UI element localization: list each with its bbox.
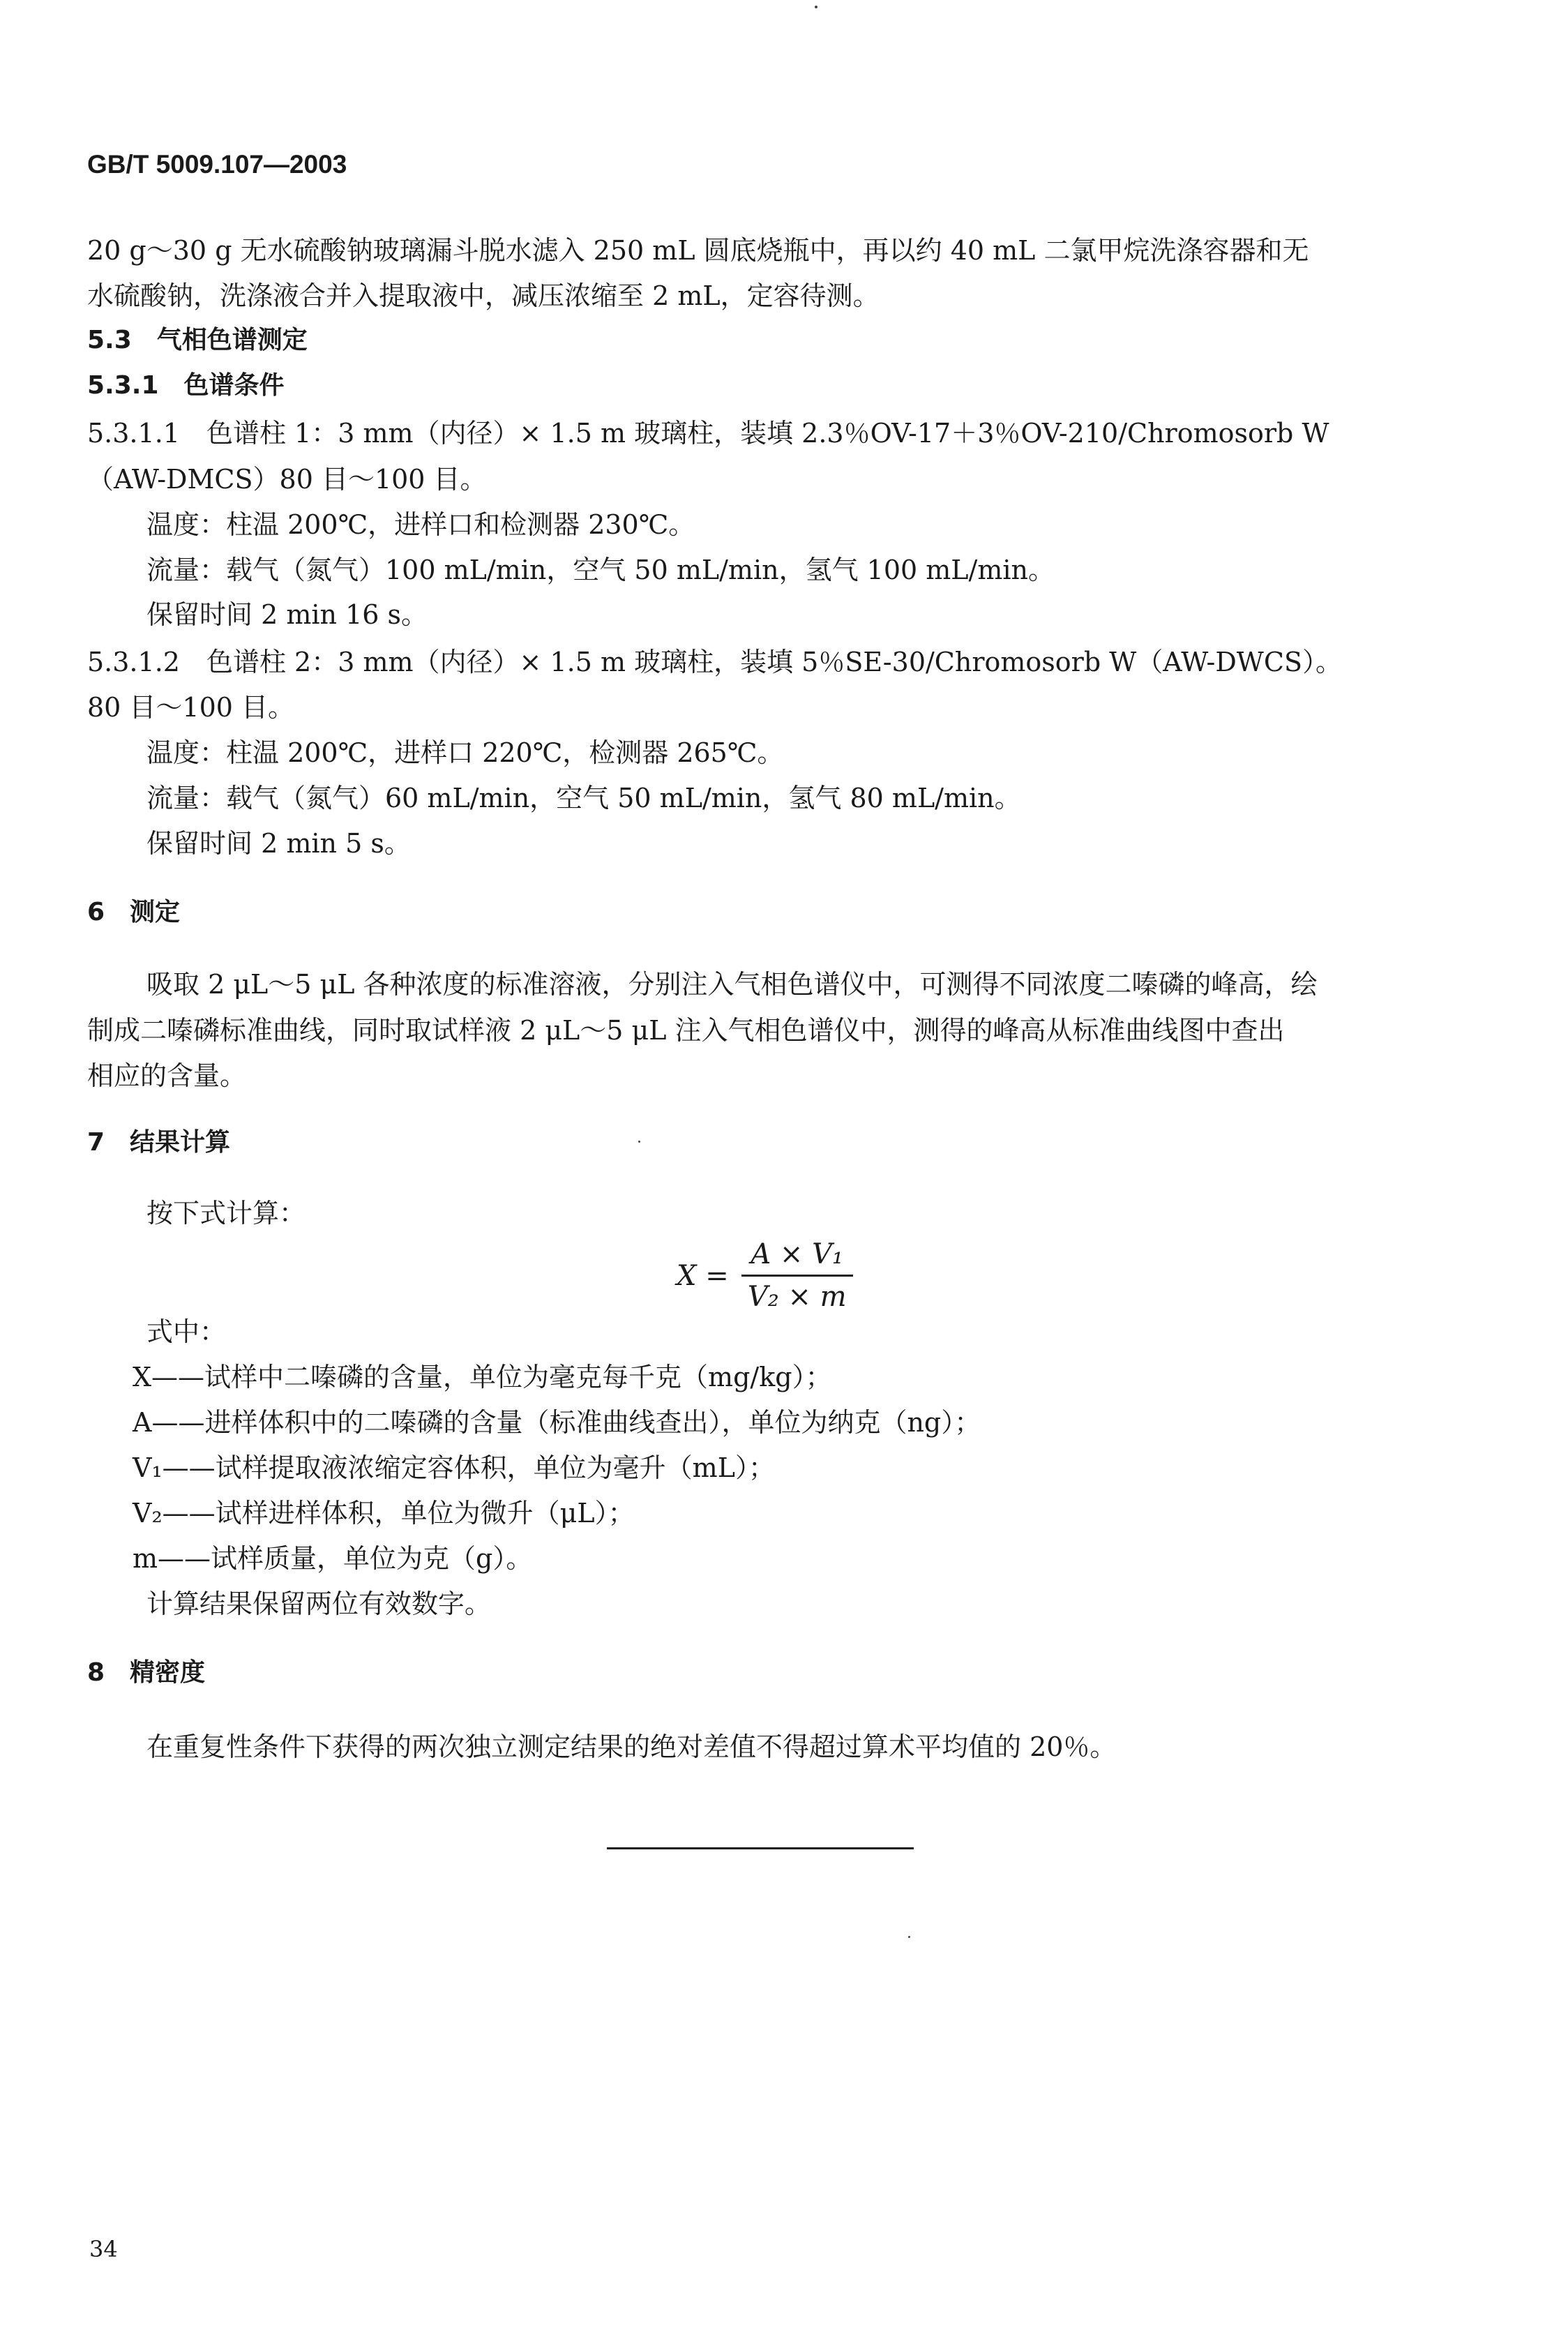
paragraph-line: 按下式计算：: [146, 1198, 306, 1229]
formula-numerator: A × V₁: [751, 1238, 844, 1270]
paragraph-line: 在重复性条件下获得的两次独立测定结果的绝对差值不得超过算术平均值的 20％。: [146, 1731, 1117, 1762]
paragraph-line: 流量：载气（氮气）60 mL/min，空气 50 mL/min，氢气 80 mL/min。: [146, 783, 1021, 813]
paragraph-line: 保留时间 2 min 5 s。: [146, 828, 411, 859]
paragraph-line: 温度：柱温 200℃，进样口 220℃，检测器 265℃。: [146, 737, 784, 768]
section-heading: 6 测定: [87, 898, 181, 926]
scan-speck: [908, 1936, 910, 1938]
definition-line: m——试样质量，单位为克（g）。: [133, 1543, 533, 1574]
definition-line: A——进样体积中的二嗪磷的含量（标准曲线查出），单位为纳克（ng）；: [133, 1407, 981, 1438]
paragraph-line: 式中：: [146, 1316, 227, 1347]
formula-fraction: [741, 1238, 853, 1313]
paragraph-line: 制成二嗪磷标准曲线，同时取试样液 2 μL～5 μL 注入气相色谱仪中，测得的峰高从标准曲线图中查出: [87, 1015, 1285, 1046]
definition-line: X——试样中二嗪磷的含量，单位为毫克每千克（mg/kg）；: [133, 1362, 832, 1392]
formula: [677, 1238, 853, 1313]
paragraph-line: 水硫酸钠，洗涤液合并入提取液中，减压浓缩至 2 mL，定容待测。: [87, 280, 880, 311]
paragraph-line: 20 g～30 g 无水硫酸钠玻璃漏斗脱水滤入 250 mL 圆底烧瓶中，再以约 40 mL 二氯甲烷洗涤容器和无: [87, 235, 1309, 266]
paragraph-line: 吸取 2 μL～5 μL 各种浓度的标准溶液，分别注入气相色谱仪中，可测得不同浓度二嗪磷的峰高，绘: [146, 969, 1318, 1000]
paragraph-line: 温度：柱温 200℃，进样口和检测器 230℃。: [146, 509, 695, 540]
paragraph-line: 80 目～100 目。: [87, 692, 295, 723]
section-heading: 8 精密度: [87, 1658, 206, 1687]
formula-lhs: X =: [677, 1259, 729, 1292]
end-rule: [607, 1847, 914, 1849]
standard-code: GB/T 5009.107—2003: [87, 150, 347, 179]
section-heading: 5.3.1 色谱条件: [87, 371, 285, 400]
formula-denominator: V₂ × m: [747, 1281, 847, 1313]
definition-line: V₁——试样提取液浓缩定容体积，单位为毫升（mL）；: [133, 1452, 775, 1483]
definition-line: V₂——试样进样体积，单位为微升（μL）；: [133, 1498, 635, 1528]
paragraph-line: 流量：载气（氮气）100 mL/min，空气 50 mL/min，氢气 100 mL/min。: [146, 555, 1055, 585]
paragraph-line: 5.3.1.2 色谱柱 2：3 mm（内径）× 1.5 m 玻璃柱，装填 5％SE-30/Chromosorb W（AW-DWCS）。: [87, 647, 1342, 677]
fraction-bar: [741, 1275, 853, 1277]
paragraph-line: （AW-DMCS）80 目～100 目。: [87, 464, 487, 495]
page-number: 34: [89, 2236, 118, 2262]
paragraph-line: 保留时间 2 min 16 s。: [146, 599, 428, 630]
scan-speck: [638, 1141, 640, 1143]
section-heading: 5.3 气相色谱测定: [87, 326, 308, 354]
paragraph-line: 计算结果保留两位有效数字。: [146, 1588, 492, 1619]
scan-speck: [815, 6, 817, 8]
section-heading: 7 结果计算: [87, 1128, 231, 1157]
paragraph-line: 5.3.1.1 色谱柱 1：3 mm（内径）× 1.5 m 玻璃柱，装填 2.3％OV-17＋3％OV-210/Chromosorb W: [87, 418, 1329, 449]
paragraph-line: 相应的含量。: [87, 1060, 247, 1091]
